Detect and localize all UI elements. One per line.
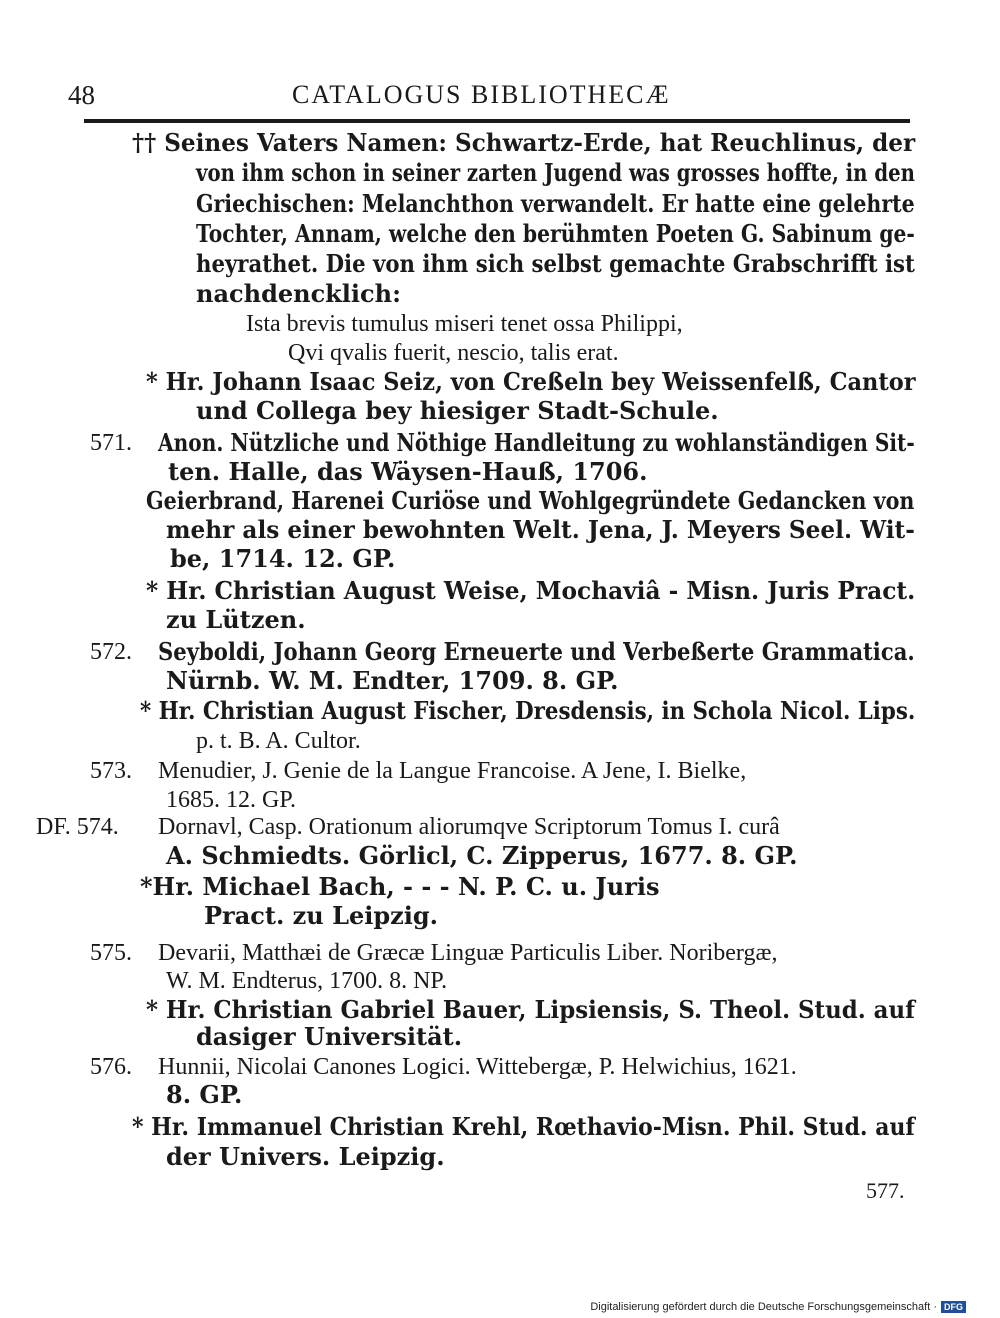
text-line: Pract. zu Leipzig.	[204, 901, 439, 930]
entry-number-573: 573.	[90, 758, 132, 784]
text-line: Griechischen: Melanchthon verwandelt. Er hatte eine gelehrte	[196, 189, 915, 218]
text-line: und Collega bey hiesiger Stadt-Schule.	[196, 396, 719, 425]
text-line: von ihm schon in seiner zarten Jugend was grosses hoffte, in den	[196, 158, 915, 187]
text-line: zu Lützen.	[166, 605, 306, 634]
footer-text: Digitalisierung gefördert durch die Deutsche Forschungsgemeinschaft ·	[590, 1301, 937, 1313]
verse-line: Qvi qvalis fuerit, nescio, talis erat.	[288, 340, 619, 366]
text-line: A. Schmiedts. Görlicl, C. Zipperus, 1677. 8. GP.	[166, 841, 798, 870]
text-line: mehr als einer bewohnten Welt. Jena, J. Meyers Seel. Wit-	[166, 515, 915, 544]
text-line: dasiger Universität.	[196, 1022, 463, 1051]
digitization-footer	[590, 1301, 966, 1313]
text-line: 8. GP.	[166, 1080, 243, 1109]
text-line: Seyboldi, Johann Georg Erneuerte und Verbeßerte Grammatica.	[158, 637, 915, 666]
entry-number-574: DF. 574.	[36, 814, 119, 840]
text-line: †† Seines Vaters Namen: Schwartz-Erde, hat Reuchlinus, der	[132, 128, 916, 157]
text-line: p. t. B. A. Cultor.	[196, 728, 361, 754]
page-number: 48	[68, 80, 95, 110]
text-line: 1685. 12. GP.	[166, 787, 297, 813]
owner-line: * Hr. Johann Isaac Seiz, von Creßeln bey Weissenfelß, Cantor	[146, 367, 916, 396]
text-line: Dornavl, Casp. Orationum aliorumqve Scriptorum Tomus I. curâ	[158, 814, 780, 840]
header-rule	[84, 119, 910, 123]
text-line: Nürnb. W. M. Endter, 1709. 8. GP.	[166, 666, 619, 695]
running-head: CATALOGUS BIBLIOTHECÆ	[292, 80, 671, 109]
text-line: be, 1714. 12. GP.	[170, 544, 396, 573]
text-line: ten. Halle, das Wäysen-Hauß, 1706.	[168, 457, 648, 486]
verse-line: Ista brevis tumulus miseri tenet ossa Philippi,	[246, 311, 683, 337]
owner-line: * Hr. Christian Gabriel Bauer, Lipsiensis, S. Theol. Stud. auf	[146, 995, 915, 1024]
catchword: 577.	[866, 1178, 905, 1203]
entry-number-572: 572.	[90, 639, 132, 665]
owner-line: * Hr. Christian August Weise, Mochaviâ - Misn. Juris Pract.	[146, 576, 916, 605]
text-line: Geierbrand, Harenei Curiöse und Wohlgegründete Gedancken von	[146, 486, 915, 515]
dfg-logo: DFG	[941, 1301, 966, 1313]
text-line: Devarii, Matthæi de Græcæ Linguæ Particulis Liber. Noribergæ,	[158, 940, 778, 966]
text-line: W. M. Endterus, 1700. 8. NP.	[166, 968, 448, 994]
text-line: Menudier, J. Genie de la Langue Francoise. A Jene, I. Bielke,	[158, 758, 747, 784]
text-line: nachdencklich:	[196, 279, 401, 308]
owner-line: * Hr. Immanuel Christian Krehl, Rœthavio-Misn. Phil. Stud. auf	[132, 1112, 915, 1141]
entry-number-576: 576.	[90, 1054, 132, 1080]
owner-line: *Hr. Michael Bach, - - - N. P. C. u. Juris	[140, 872, 660, 901]
text-line: Anon. Nützliche und Nöthige Handleitung zu wohlanständigen Sit-	[158, 428, 915, 457]
text-line: heyrathet. Die von ihm sich selbst gemachte Grabschrifft ist	[196, 249, 915, 278]
owner-line: * Hr. Christian August Fischer, Dresdensis, in Schola Nicol. Lips.	[140, 696, 916, 725]
text-line: Tochter, Annam, welche den berühmten Poeten G. Sabinum ge-	[196, 219, 915, 248]
entry-number-575: 575.	[90, 940, 132, 966]
text-line: der Univers. Leipzig.	[166, 1142, 445, 1171]
entry-number-571: 571.	[90, 430, 132, 456]
text-line: Hunnii, Nicolai Canones Logici. Wittebergæ, P. Helwichius, 1621.	[158, 1054, 797, 1080]
